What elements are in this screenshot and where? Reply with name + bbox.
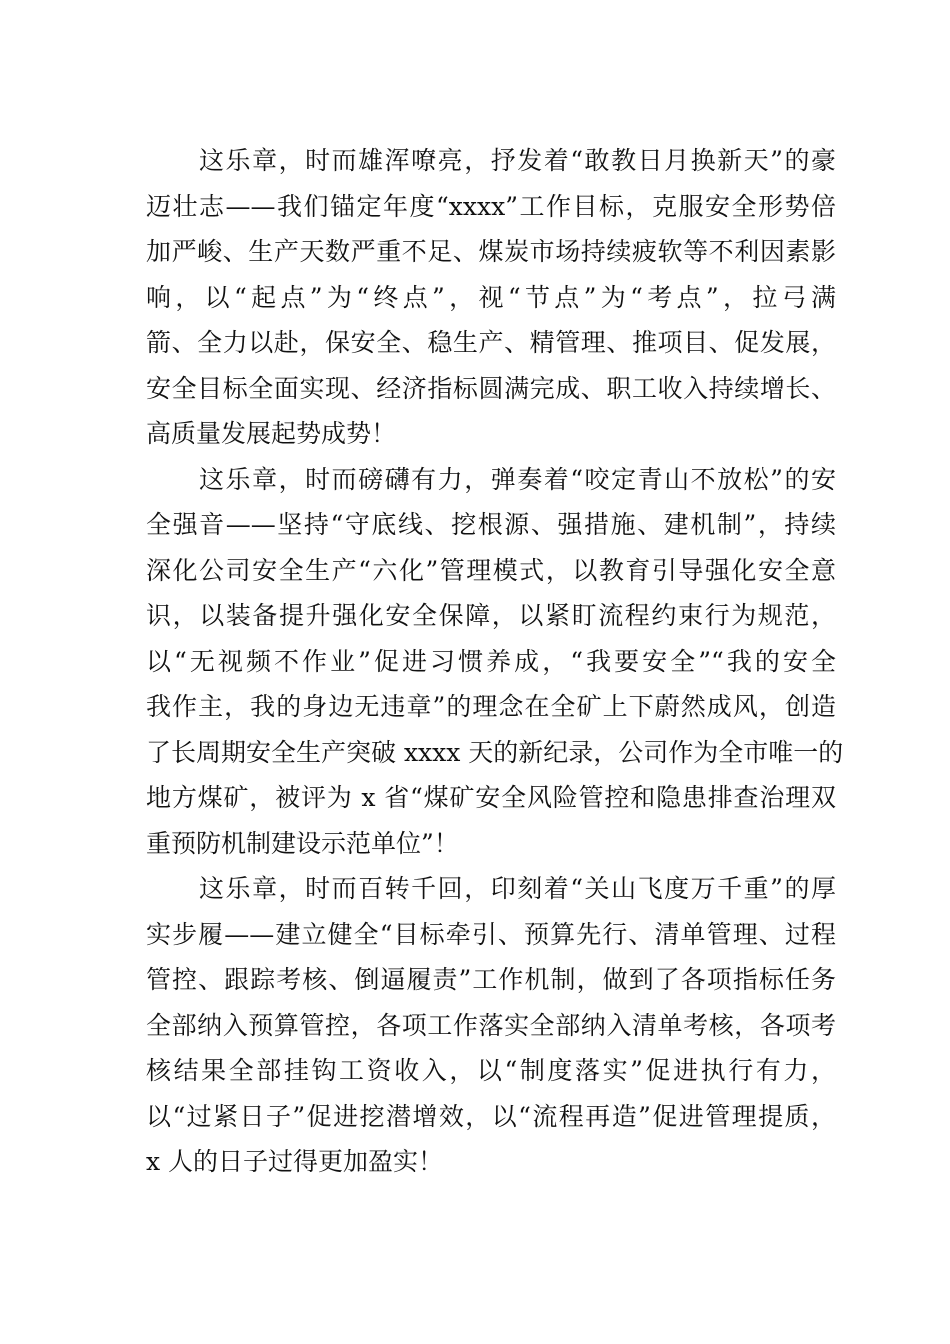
paragraph-line: 实步履——建立健全“目标牵引、预算先行、清单管理、过程 [146, 919, 836, 949]
document-body [146, 138, 844, 1185]
paragraph-2 [146, 457, 844, 867]
paragraph-line: 这乐章，时而雄浑嘹亮，抒发着“敢教日月换新天”的豪 [146, 146, 836, 175]
paragraph-line: 管控、跟踪考核、倒逼履责”工作机制，做到了各项指标任务 [146, 965, 836, 994]
paragraph-1 [146, 138, 836, 457]
paragraph-line: 了长周期安全生产突破 xxxx 天的新纪录，公司作为全市唯一的 [146, 737, 844, 767]
paragraph-line: 以“过紧日子”促进挖潜增效，以“流程再造”促进管理提质， [146, 1101, 836, 1131]
paragraph-line: 识，以装备提升强化安全保障，以紧盯流程约束行为规范， [146, 601, 836, 630]
paragraph-line: 我作主，我的身边无违章”的理念在全矿上下蔚然成风，创造 [146, 692, 836, 721]
paragraph-line: 高质量发展起势成势！ [146, 419, 397, 448]
paragraph-line: x 人的日子过得更加盈实！ [146, 1147, 444, 1176]
paragraph-line: 安全目标全面实现、经济指标圆满完成、职工收入持续增长、 [146, 373, 836, 403]
paragraph-3 [146, 866, 836, 1185]
paragraph-line: 全部纳入预算管控，各项工作落实全部纳入清单考核，各项考 [146, 1010, 836, 1040]
paragraph-line: 重预防机制建设示范单位”！ [146, 828, 459, 858]
paragraph-line: 响，以“起点”为“终点”，视“节点”为“考点”，拉弓满 [146, 282, 836, 312]
paragraph-line: 深化公司安全生产“六化”管理模式，以教育引导强化安全意 [146, 555, 836, 585]
paragraph-line: 这乐章，时而磅礴有力，弹奏着“咬定青山不放松”的安 [146, 464, 836, 494]
paragraph-line: 核结果全部挂钩工资收入，以“制度落实”促进执行有力， [146, 1056, 836, 1085]
paragraph-line: 这乐章，时而百转千回，印刻着“关山飞度万千重”的厚 [146, 874, 836, 903]
paragraph-line: 地方煤矿，被评为 x 省“煤矿安全风险管控和隐患排查治理双 [146, 783, 836, 812]
paragraph-line: 全强音——坚持“守底线、挖根源、强措施、建机制”，持续 [146, 510, 836, 539]
paragraph-line: 以“无视频不作业”促进习惯养成，“我要安全”“我的安全 [146, 646, 836, 676]
paragraph-line: 箭、全力以赴，保安全、稳生产、精管理、推项目、促发展， [146, 328, 836, 357]
paragraph-line: 加严峻、生产天数严重不足、煤炭市场持续疲软等不利因素影 [146, 237, 836, 266]
paragraph-line: 迈壮志——我们锚定年度“xxxx”工作目标，克服安全形势倍 [146, 191, 836, 221]
